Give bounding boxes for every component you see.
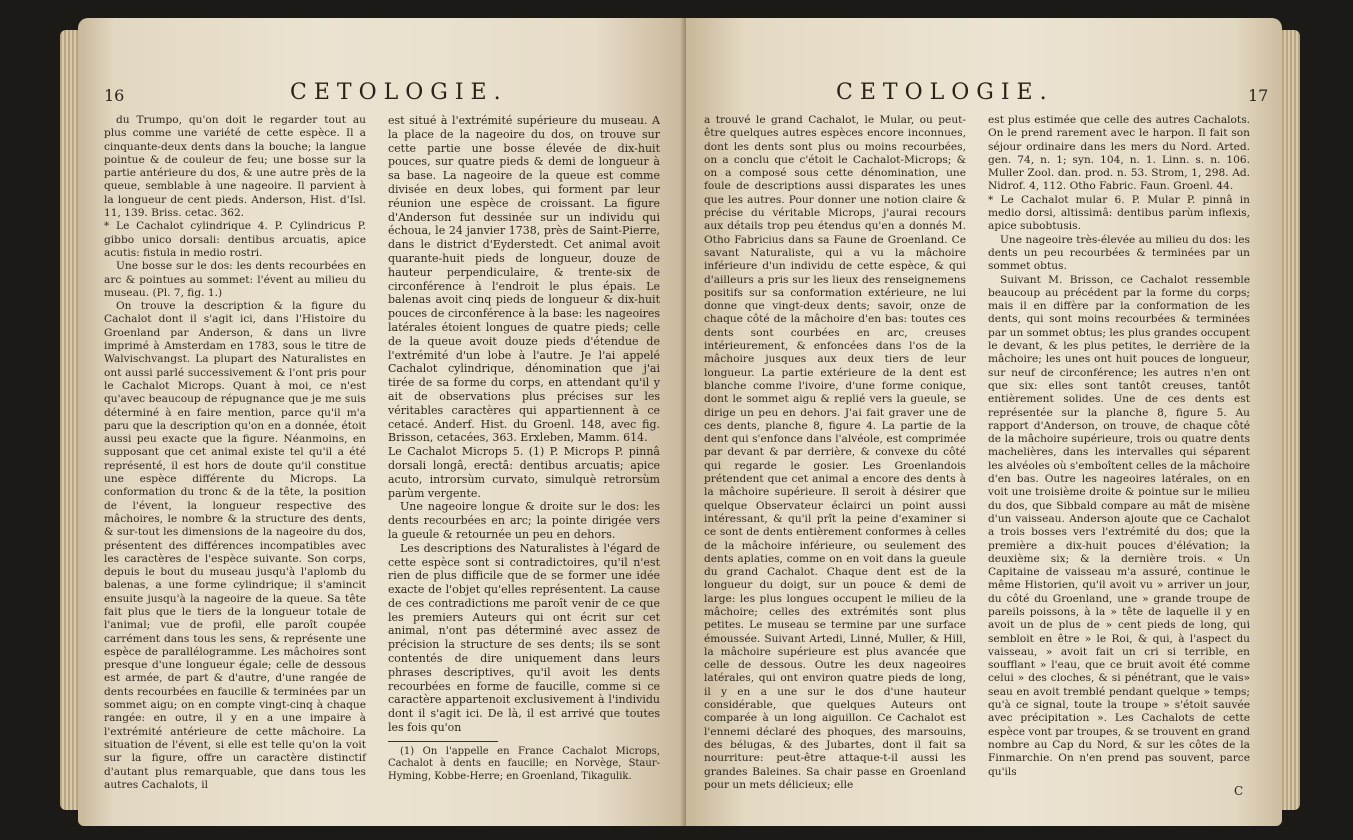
- running-head: CETOLOGIE.: [290, 80, 508, 105]
- paragraph: Les descriptions des Naturalistes à l'égard de cette espèce sont si contradictoires, qu'il n'est rien de plus difficile que de se former une idée exacte de l'objet qu'elles représentent. La cause de ces contradictions me paroît venir de ce que les premiers Auteurs qui ont écrit sur cet animal, n'ont pas déterminé avec assez de précision la structure de ses dents; ils se sont contentés de dire uniquement dans leurs phrases descriptives, qu'il avoit les dents recourbées en forme de faucille, comme si ce caractère appartenoit exclusivement à l'individu dont il s'agit ici. De là, il est arrivé que toutes les fois qu'on: [388, 541, 660, 735]
- paragraph: Suivant M. Brisson, ce Cachalot ressemble beaucoup au précédent par la forme du corps; mais il en diffère par la conformation de les dents, qui sont moins recourbées & terminées par un sommet obtus; les plus grandes occupent le devant, & les plus petites, le derrière de la mâchoire; les unes ont huit pouces de longueur, sur neuf de circonférence; les autres n'en ont que six: elles sont tantôt creuses, tantôt entièrement solides. Une de ces dents est représentée sur la planche 8, figure 5. Au rapport d'Anderson, on trouve, de chaque côté de la mâchoire supérieure, trois ou quatre dents machelières, dans les intervalles qui séparent les alvéoles où s'emboîtent celles de la mâchoire d'en bas. Outre les nageoires latérales, on en voit une troisième droite & pointue sur le milieu du dos, que Sibbald compare au mât de misène d'un vaisseau. Anderson ajoute que ce Cachalot a trois bosses vers l'extrémité du dos; que la première a dix-huit pouces d'élévation; la deuxième six; & la dernière trois. « Un Capitaine de vaisseau m'a assuré, continue le même Historien, qu'il avoit vu » arriver un jour, du côté du Groenland, une » grande troupe de pareils poissons, à la » tête de laquelle il y en avoit un de plus de » cent pieds de long, qui sembloit en être » le Roi, & qui, à l'aspect du vaisseau, » avoit fait un cri si terrible, en soufflant » l'eau, que ce bruit avoit été comme celui » des cloches, & si pénétrant, que le vais» seau en avoit tremblé pendant quelque » temps; qu'à ce signal, toute la troupe » s'étoit sauvée avec précipitation ». Les Cachalots de cette espèce vont par troupes, & se trouvent en grand nombre au Cap du Nord, & sur les côtes de la Finmarchie. On n'en prend pas souvent, parce qu'ils: [988, 273, 1250, 778]
- paragraph: a trouvé le grand Cachalot, le Mular, ou peut-être quelques autres espèces encore inconnues, dont les dents sont plus ou moins recourbées, on a conclu que c'étoit le Cachalot-Microps; & on a composé sous cette dénomination, une foule de descriptions aussi disparates les unes que les autres. Pour donner une notion claire & précise du véritable Microps, j'aurai recours aux détails trop peu étendus qu'en a donnés M. Otho Fabricius dans sa Faune de Groenland. Ce savant Naturaliste, qui a vu la mâchoire inférieure d'un individu de cette espèce, & qui d'ailleurs a pris sur les lieux des renseignemens positifs sur sa conformation extérieure, ne lui donne que vingt-deux dents; savoir, onze de chaque côté de la mâchoire d'en bas: toutes ces dents sont courbées en arc, creuses intérieurement, & enfoncées dans l'os de la mâchoire jusques aux deux tiers de leur longueur. La partie extérieure de la dent est blanche comme l'ivoire, d'une forme conique, dont le sommet aigu & replié vers la gueule, se dirige un peu en dehors. J'ai fait graver une de ces dents, planche 8, figure 4. La partie de la dent qui s'enfonce dans l'alvéole, est comprimée par devant & par derrière, & convexe du côté qui regarde le gosier. Les Groenlandois prétendent que cet animal a encore des dents à la mâchoire supérieure. Il seroit à désirer que quelque Observateur éclairci un point aussi intéressant, & qu'il prît la peine d'examiner si ce sont de dents entièrement conformes à celles de la mâchoire inférieure, ou seulement des dents aplaties, comme on en voit dans la gueule du grand Cachalot. Chaque dent est de la longueur du doigt, sur un pouce & demi de large: les plus longues occupent le milieu de la mâchoire; celles des extrémités sont plus petites. Le museau se termine par une surface émoussée. Suivant Artedi, Linné, Muller, & Hill, la mâchoire supérieure est plus avancée que celle de dessous. Outre les deux nageoires latérales, qui ont environ quatre pieds de long, il y en a une sur le dos d'une hauteur considérable, que quelques Auteurs ont comparée à un long aiguillon. Ce Cachalot est l'ennemi déclaré des phoques, des marsouins, des bélugas, & des Jubartes, dont il fait sa nourriture: peut-être attaque-t-il aussi les grandes Baleines. Sa chair passe en Groenland pour un mets délicieux; elle: [704, 114, 966, 791]
- paragraph: Une nageoire longue & droite sur le dos: les dents recourbées en arc; la pointe dirigée vers la gueule & retournée un peu en dehors.: [388, 500, 660, 541]
- right-page-edges: [1280, 30, 1300, 810]
- running-head: CETOLOGIE.: [836, 80, 1054, 105]
- signature-mark: C: [1234, 784, 1244, 798]
- paragraph: On trouve la description & la figure du Cachalot dont il s'agit ici, dans l'Histoire du Groenland par Anderson, & dans un livre imprimé à Amsterdam en 1783, sous le titre de Walvischvangst. La plupart des Naturalistes en ont aussi parlé successivement & l'ont pris pour le Cachalot Microps. Quant à moi, ce n'est qu'avec beaucoup de répugnance que je me suis déterminé à en faire mention, parce qu'il m'a paru que la description qu'on en a donnée, étoit aussi peu exacte que la figure. Néanmoins, en supposant que cet animal existe tel qu'il a été représenté, il est hors de doute qu'il constitue une espèce différente du Microps. La conformation du tronc & de la tête, la position de l'évent, la longueur respective des mâchoires, le nombre & la structure des dents, & sur-tout les dimensions de la nageoire du dos, présentent des différences incompatibles avec les caractères de l'espèce suivante. Son corps, depuis le bout du museau jusqu'à l'aplomb du balenas, a une forme cylindrique; il s'amincit ensuite jusqu'à la nageoire de la queue. Sa tête fait plus que le tiers de la longueur totale de l'animal; vue de profil, elle paroît coupée carrément dans tous les sens, & représente une espèce de parallélogramme. Les mâchoires sont presque d'une longueur égale; celle de dessous est armée, de part & d'autre, d'une rangée de dents recourbées en faucille & terminées par un sommet aigu; on en compte vingt-cinq à chaque rangée: en outre, il y en a une impaire à l'extrémité antérieure de cette mâchoire. La situation de l'évent, si elle est telle qu'on la voit sur la figure, offre un caractère distinctif d'autant plus remarquable, que dans tous les autres Cachalots, il: [104, 300, 366, 791]
- paragraph: est situé à l'extrémité supérieure du museau. A la place de la nageoire du dos, on trouve sur cette partie une bosse élevée de dix-huit pouces, sur quatre pieds & demi de longueur à sa base. La nageoire de la queue est comme divisée en deux lobes, qui forment par leur réunion une espèce de croissant. La figure d'Anderson fut dessinée sur un individu qui échoua, le 24 janvier 1738, près de Saint-Pierre, dans le district d'Eyderstedt. Cet animal avoit quarante-huit pieds de longueur, douze de hauteur perpendiculaire, & trente-six de circonférence à l'endroit le plus épais. Le balenas avoit cinq pieds de longueur & dix-huit pouces de circonférence à la base: les nageoires latérales étoient longues de quatre pieds; celle de la queue avoit douze pieds d'étendue de l'extrémité d'un lobe à l'autre. Je l'ai appelé Cachalot cylindrique, dénomination que j'ai tirée de sa forme du corps, en attendant qu'il y ait de observations plus précises sur les véritables caractères qui appartiennent à ce cetacé. Anderf. Hist. du Groenl. 148, avec fig. Brisson, cetacées, 363. Erxleben, Mamm. 614.: [388, 114, 660, 445]
- paragraph: du Trumpo, qu'on doit le regarder tout au plus comme une variété de cette espèce. Il a cinquante-deux dents dans la bouche; la langue pointue & de couleur de feu; une bosse sur la partie antérieure du dos, & une autre près de la queue, semblable à une nageoire. Il parvient à la longueur de cent pieds. Anderson, Hist. d'Isl. 11, 139. Briss. cetac. 362.: [104, 114, 366, 220]
- text-column-right: [388, 114, 660, 783]
- text-column-right: [988, 114, 1250, 779]
- species-entry: Le Cachalot Microps 5. (1) P. Microps P. pinnâ dorsali longâ, erectâ: dentibus arcuatis; apice acuto, introrsùm curvato, simulquè retrorsùm parùm vergente.: [388, 445, 660, 500]
- footnote-rule: [388, 741, 498, 742]
- species-entry: * Le Cachalot mular 6. P. Mular P. pinnâ in medio dorsi, altissimâ: dentibus parùm inflexis, apice subobtusis.: [988, 193, 1250, 233]
- species-entry: * Le Cachalot cylindrique 4. P. Cylindricus P. gibbo unico dorsali: dentibus arcuatis, apice acutis: fistula in medio rostri.: [104, 220, 366, 259]
- page-number: 16: [104, 86, 125, 105]
- left-page: [78, 18, 686, 826]
- text-column-left: [704, 114, 966, 792]
- page-number: 17: [1248, 86, 1269, 105]
- paragraph: est plus estimée que celle des autres Cachalots. On le prend rarement avec le harpon. Il fait son séjour ordinaire dans les mers du Nord. Arted. gen. 74, n. 1; syn. 104, n. 1. Linn. s. n. 106. Muller Zool. dan. prod. n. 53. Strom, 1, 298. Ad. Nidrof. 4, 112. Otho Fabric. Faun. Groenl. 44.: [988, 114, 1250, 193]
- right-page: [686, 18, 1282, 826]
- paragraph: Une bosse sur le dos: les dents recourbées en arc & pointues au sommet: l'évent au milieu du museau. (Pl. 7, fig. 1.): [104, 260, 366, 299]
- text-column-left: [104, 114, 366, 792]
- footnote: (1) On l'appelle en France Cachalot Microps, Cachalot à dents en faucille; en Norvège, Staur-Hyming, Kobbe-Herre; en Groenland, Tikagulik.: [388, 745, 660, 782]
- paragraph: Une nageoire très-élevée au milieu du dos: les dents un peu recourbées & terminées par un sommet obtus.: [988, 233, 1250, 273]
